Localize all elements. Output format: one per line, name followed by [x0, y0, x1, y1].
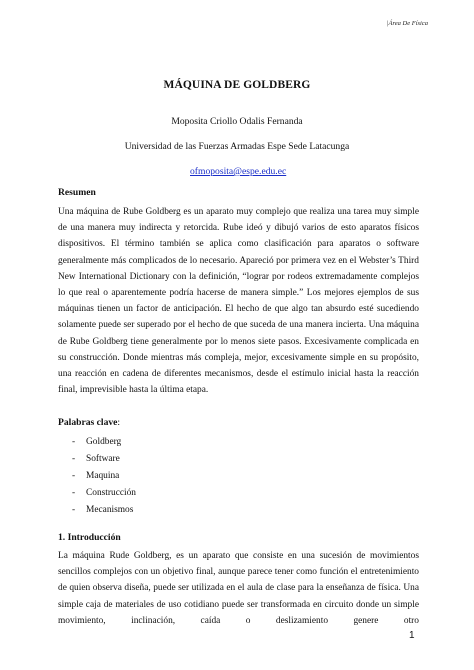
keywords-heading	[58, 417, 120, 428]
keyword-item	[72, 437, 136, 454]
keyword-bullet: -	[72, 471, 76, 481]
keyword-text: Construcción	[86, 488, 136, 498]
introduction-text: La máquina Rude Goldberg, es un aparato que consiste en una sucesión de movimientos sencillos complejos con un objetivo final, aunque parece tener como función el entretenimiento de quien observa diseña, puede ser utilizada en el aula de clase para la enseñanza de física. Una simple caja de materiales de uso cotidiano puede ser transformada en circuito donde un simple movimiento, inclinación, caída o deslizamiento genere otro	[58, 551, 419, 626]
keyword-bullet: -	[72, 488, 76, 498]
keywords-list	[72, 437, 136, 522]
keyword-bullet: -	[72, 437, 76, 447]
keyword-text: Goldberg	[86, 437, 122, 447]
running-header: |Área De Física	[386, 20, 428, 27]
keyword-item	[72, 471, 136, 488]
author-email-link[interactable]: ofmoposita@espe.edu.ec	[190, 166, 287, 177]
keywords-heading-colon: :	[117, 417, 121, 428]
keyword-bullet: -	[72, 505, 76, 515]
paper-title: MÁQUINA DE GOLDBERG	[163, 79, 311, 91]
keyword-text: Maquina	[86, 471, 120, 481]
keyword-item	[72, 505, 136, 522]
keywords-heading-label: Palabras clave	[58, 417, 118, 428]
keyword-item	[72, 454, 136, 471]
author-name: Moposita Criollo Odalis Fernanda	[171, 116, 303, 127]
introduction-heading: 1. Introducción	[58, 532, 121, 543]
author-affiliation: Universidad de las Fuerzas Armadas Espe Sede Latacunga	[124, 141, 350, 152]
keyword-text: Mecanismos	[86, 505, 134, 515]
abstract-text: Una máquina de Rube Goldberg es un aparato muy complejo que realiza una tarea muy simple de una manera muy indirecta y retorcida. Rube ideó y dibujó varios de esto aparatos físicos dispositivos. El término también se aplica como clasificación para aparatos o software generalmente más complicados de lo necesario. Apareció por primera vez en el Webster’s Third New International Dictionary con la definición, “lograr por rodeos extremadamente complejos lo que real o aparentemente podría hacerse de manera simple.” Los mejores ejemplos de sus máquinas tienen un factor de anticipación. El hecho de que algo tan absurdo esté sucediendo solamente puede ser superado por el hecho de que suceda de una manera incierta. Una máquina de Rube Goldberg tiene generalmente por lo menos siete pasos. Excesivamente complicada en su construcción. Donde mientras más compleja, mejor, excesivamente simple en su propósito, una reacción en cadena de diferentes mecanismos, desde el estímulo inicial hasta la reacción final, imprevisible hasta la última etapa.	[58, 207, 419, 396]
abstract-heading: Resumen	[58, 187, 96, 198]
keyword-text: Software	[86, 454, 120, 464]
page-number: 1	[409, 630, 415, 641]
keyword-item	[72, 488, 136, 505]
keyword-bullet: -	[72, 454, 76, 464]
